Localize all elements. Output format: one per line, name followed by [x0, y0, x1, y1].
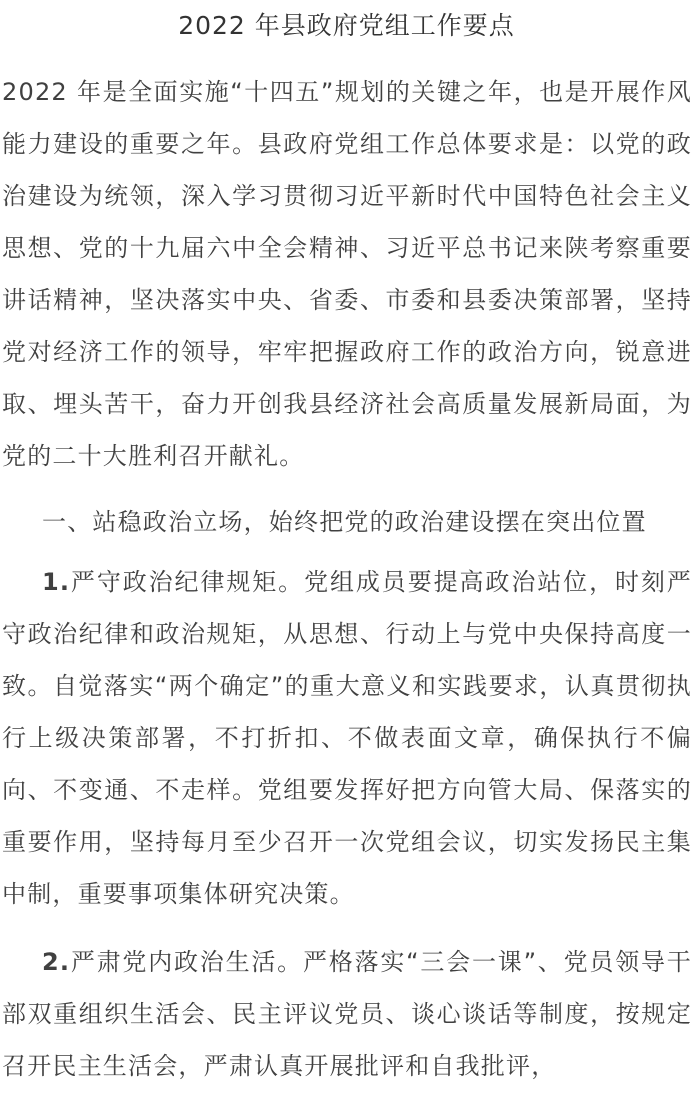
item-1-text: 严守政治纪律规矩。党组成员要提高政治站位，时刻严守政治纪律和政治规矩，从思想、行动上与党中央保持高度一致。自觉落实“两个确定”的重大意义和实践要求，认真贯彻执行上级决策部署，不打折扣、不做表面文章，确保执行不偏向、不变通、不走样。党组要发挥好把方向管大局、保落实的重要作用，坚持每月至少召开一次党组会议，切实发扬民主集中制，重要事项集体研究决策。: [2, 568, 692, 908]
item-2-paragraph: [2, 936, 692, 1092]
item-1-paragraph: [2, 556, 692, 920]
item-2-text: 严肃党内政治生活。严格落实“三会一课”、党员领导干部双重组织生活会、民主评议党员、谈心谈话等制度，按规定召开民主生活会，严肃认真开展批评和自我批评，: [2, 948, 692, 1080]
item-2-number: 2.: [42, 948, 71, 976]
intro-paragraph: 2022 年是全面实施“十四五”规划的关键之年，也是开展作风能力建设的重要之年。县政府党组工作总体要求是：以党的政治建设为统领，深入学习贯彻习近平新时代中国特色社会主义思想、党的十九届六中全会精神、习近平总书记来陕考察重要讲话精神，坚决落实中央、省委、市委和县委决策部署，坚持党对经济工作的领导，牢牢把握政府工作的政治方向，锐意进取、埋头苦干，奋力开创我县经济社会高质量发展新局面，为党的二十大胜利召开献礼。: [2, 78, 692, 470]
item-1-number: 1.: [42, 568, 71, 596]
section-heading: 一、站稳政治立场，始终把党的政治建设摆在突出位置: [42, 508, 647, 536]
document-title: 2022 年县政府党组工作要点: [178, 11, 515, 40]
